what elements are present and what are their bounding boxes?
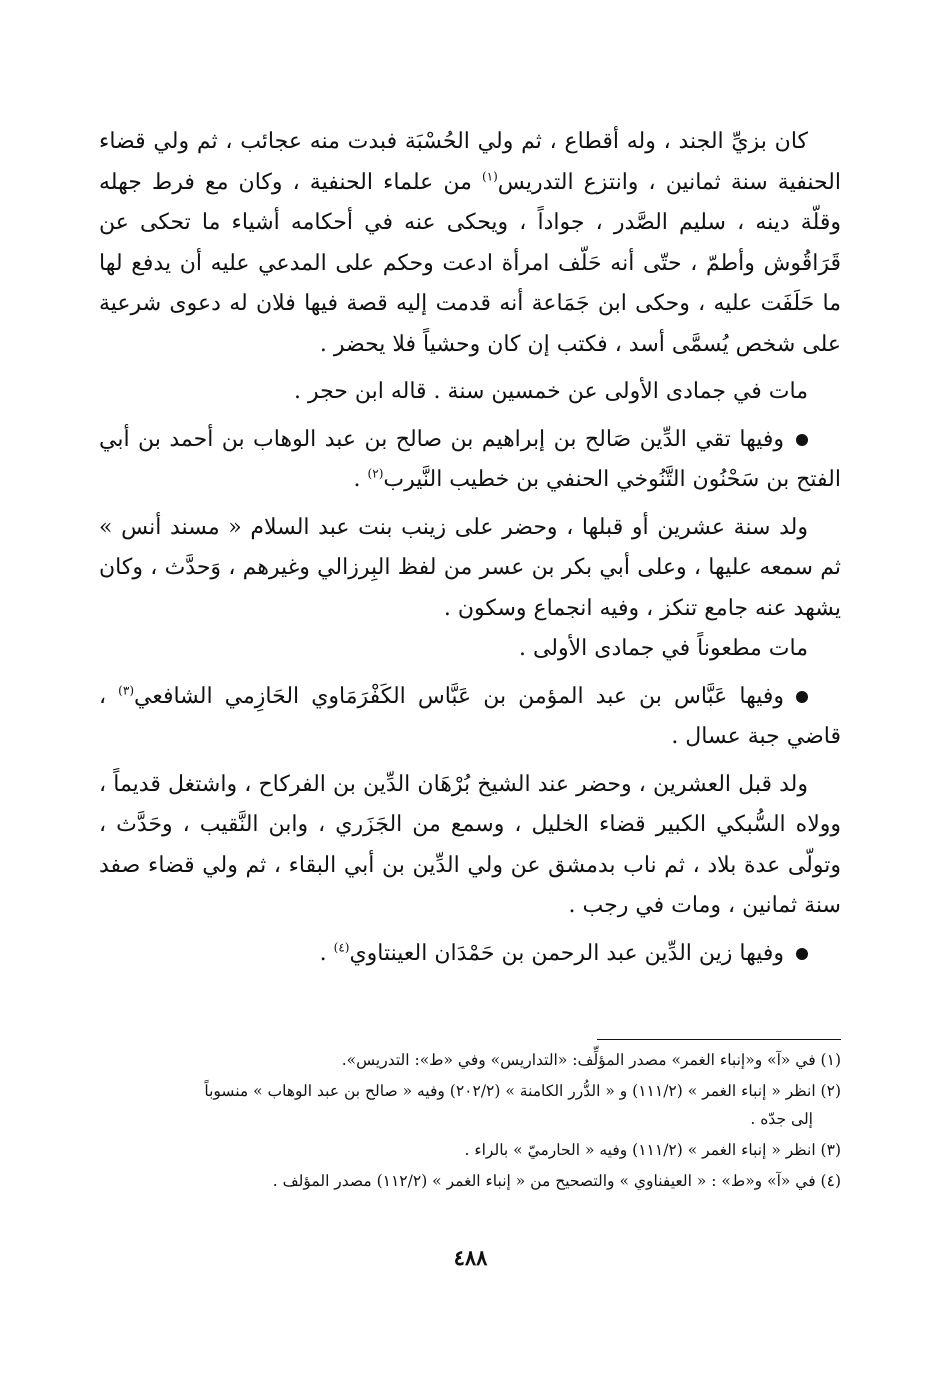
footnote-2 — [99, 1077, 841, 1133]
bullet-icon — [796, 948, 808, 960]
footnote-3: (٣) انظر « إنباء الغمر » (١١١/٢) وفيه « الحارميّ » بالراء . — [464, 1141, 841, 1159]
paragraph-3 — [99, 420, 841, 501]
paragraph-6 — [99, 677, 841, 758]
footnote-ref-1: (١) — [481, 169, 498, 184]
paragraph-5 — [99, 629, 841, 670]
paragraph-6-text: وفيها عَبَّاس بن عبد المؤمن بن عَبَّاس الكَفْرَمَاوي الحَازِمي الشافعي — [134, 683, 784, 709]
paragraph-8-text-cont: . — [319, 940, 334, 966]
paragraph-1 — [99, 122, 841, 365]
paragraph-8 — [99, 934, 841, 975]
paragraph-4-text: ولد سنة عشرين أو قبلها ، وحضر على زينب بنت عبد السلام « مسند أنس » ثم سمعه عليها ، وعلى أبي بكر بن عسر من لفظ البِرزالي وغيرهم ، وَحدَّث ، وكان يشهد عنه جامع تنكز ، وفيه انجماع وسكون . — [99, 514, 841, 621]
paragraph-7-text: ولد قبل العشرين ، وحضر عند الشيخ بُرْهَان الدِّين بن الفركاح ، واشتغل قديماً ، وولاه السُّبكي الكبير قضاء الخليل ، وسمع من الجَزَري ، وابن النَّقيب ، وحَدَّث ، وتولّى عدة بلاد ، ثم ناب بدمشق عن ولي الدِّين بن أبي البقاء ، ثم ولي قضاء صفد سنة ثمانين ، ومات في رجب . — [99, 771, 841, 918]
page-number: ٤٨٨ — [453, 1245, 488, 1270]
paragraph-3-text: وفيها تقي الدِّين صَالح بن إبراهيم بن صالح بن عبد الوهاب بن أحمد بن أبي الفتح بن سَحْنُون التَّنُوخي الحنفي بن خطيب النَّيرب — [99, 426, 841, 492]
paragraph-2-text: مات في جمادى الأولى عن خمسين سنة . قاله ابن حجر . — [293, 379, 808, 404]
footnote-4: (٤) في «آ» و«ط» : « العيفناوي » والتصحيح من « إنباء الغمر » (١١٢/٢) مصدر المؤلف . — [272, 1172, 841, 1190]
paragraph-1-text-cont: من علماء الحنفية ، وكان مع فرط جهله وقلّة دينه ، سليم الصَّدر ، جواداً ، ويحكى عنه في أحكامه أشياء ما تحكى عن قَرَاقُوش وأطمّ ، حتّى أنه حَلّف امرأة ادعت وحكم على المدعي عليه أن يدفع لها ما حَلَفَت عليه ، وحكى ابن جَمَاعة أنه قدمت إليه قصة فيها فلان له دعوى شرعية على شخص يُسمَّى أسد ، فكتب إن كان وحشياً فلا يحضر . — [99, 169, 841, 357]
footnote-1: (١) في «آ» و«إنباء الغمر» مصدر المؤلِّف: «التداريس» وفي «ط»: التدريس». — [341, 1051, 841, 1069]
main-text — [99, 122, 841, 981]
footnote-2-continuation: إلى جدّه . — [750, 1110, 813, 1128]
paragraph-3-text-cont: . — [353, 467, 368, 492]
footnote-ref-2: (٢) — [367, 466, 384, 481]
paragraph-5-text: مات مطعوناً في جمادى الأولى . — [518, 636, 808, 661]
paragraph-4 — [99, 508, 841, 630]
footnote-ref-3: (٣) — [118, 683, 134, 698]
bullet-icon — [796, 691, 808, 703]
footnotes — [99, 1046, 841, 1198]
paragraph-6-text-cont: ، قاضي جبة عسال . — [99, 683, 841, 749]
paragraph-7 — [99, 765, 841, 927]
bullet-icon — [796, 434, 808, 446]
footnote-2-text: (٢) انظر « إنباء الغمر » (١١١/٢) و « الدُّرر الكامنة » (٢٠٢/٢) وفيه « صالح بن عبد الوهاب » منسوباً — [204, 1082, 841, 1100]
footnote-divider — [597, 1039, 841, 1040]
paragraph-8-text: وفيها زين الدِّين عبد الرحمن بن حَمْدَان العينتاوي — [349, 940, 784, 966]
footnote-ref-4: (٤) — [333, 940, 350, 955]
paragraph-2 — [99, 372, 841, 413]
paragraph-1-text: كان بزيِّ الجند ، وله أقطاع ، ثم ولي الحُسْبَة فبدت منه عجائب ، ثم ولي قضاء الحنفية سنة ثمانين ، وانتزع التدريس — [99, 129, 841, 195]
